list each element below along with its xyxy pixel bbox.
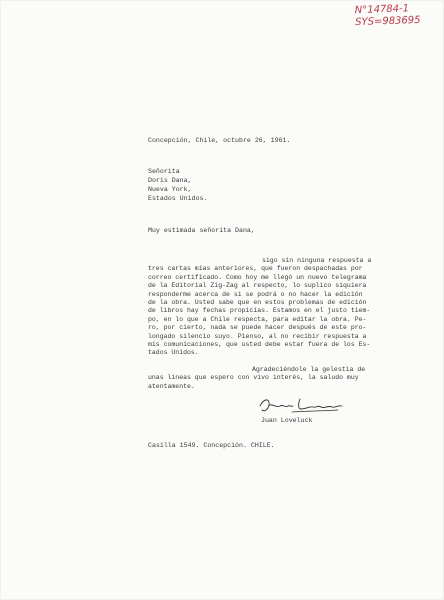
salutation: Muy estimada señorita Dana, bbox=[148, 227, 255, 234]
date-line: Concepción, Chile, octubre 26, 1961. bbox=[148, 137, 291, 144]
handwritten-signature bbox=[256, 394, 346, 416]
body-line: de libros hay fechas propicias. Estamos en el justo tiem- bbox=[148, 307, 371, 315]
body-line: longado silencio suyo. Pienso, al no recibir respuesta a bbox=[148, 332, 367, 340]
body-line: de la Editorial Zig-Zag al respecto, lo suplico siquiera bbox=[148, 282, 367, 290]
body-line: tres cartas mías anteriores, que fueron despachadas por bbox=[148, 265, 363, 273]
body-line: Agradeciéndole la gelestia de bbox=[252, 366, 366, 373]
recipient-line: Señorita bbox=[148, 168, 180, 175]
body-line: de la obra. Usted sabe que en estos problemas de edición bbox=[148, 299, 367, 306]
body-line: atentamente. bbox=[148, 382, 195, 390]
body-line: po, en lo que a Chile respecta, para editar la obra. Pe- bbox=[148, 315, 367, 323]
body-line: responderme acerca de si se podrá o no hacer la edición bbox=[148, 290, 363, 298]
body-line: mis comunicaciones, que usted debe estar fuera de los Es- bbox=[148, 341, 371, 348]
body-line: sigo sin ninguna respuesta a bbox=[262, 257, 372, 264]
signature-name: Juan Loveluck bbox=[261, 417, 313, 424]
body-line: tados Unidos. bbox=[148, 349, 199, 357]
archive-number: N°14784-1 bbox=[354, 3, 410, 17]
body-line: ro, por cierto, nada se puede hacer después de este pro- bbox=[148, 324, 367, 332]
recipient-line: Nueva York, bbox=[148, 186, 192, 193]
body-line: correo certificado. Como hoy me llegó un nuevo telegrama bbox=[148, 273, 367, 281]
body-line: unas líneas que espero con vivo interés, la saludo muy bbox=[148, 374, 359, 382]
recipient-line: Doris Dana, bbox=[148, 177, 192, 184]
archive-stamp bbox=[355, 3, 421, 29]
return-address: Casilla 1549. Concepción. CHILE. bbox=[148, 442, 275, 449]
archive-sys-number: SYS=983695 bbox=[355, 14, 421, 29]
recipient-line: Estados Unidos. bbox=[148, 195, 208, 202]
